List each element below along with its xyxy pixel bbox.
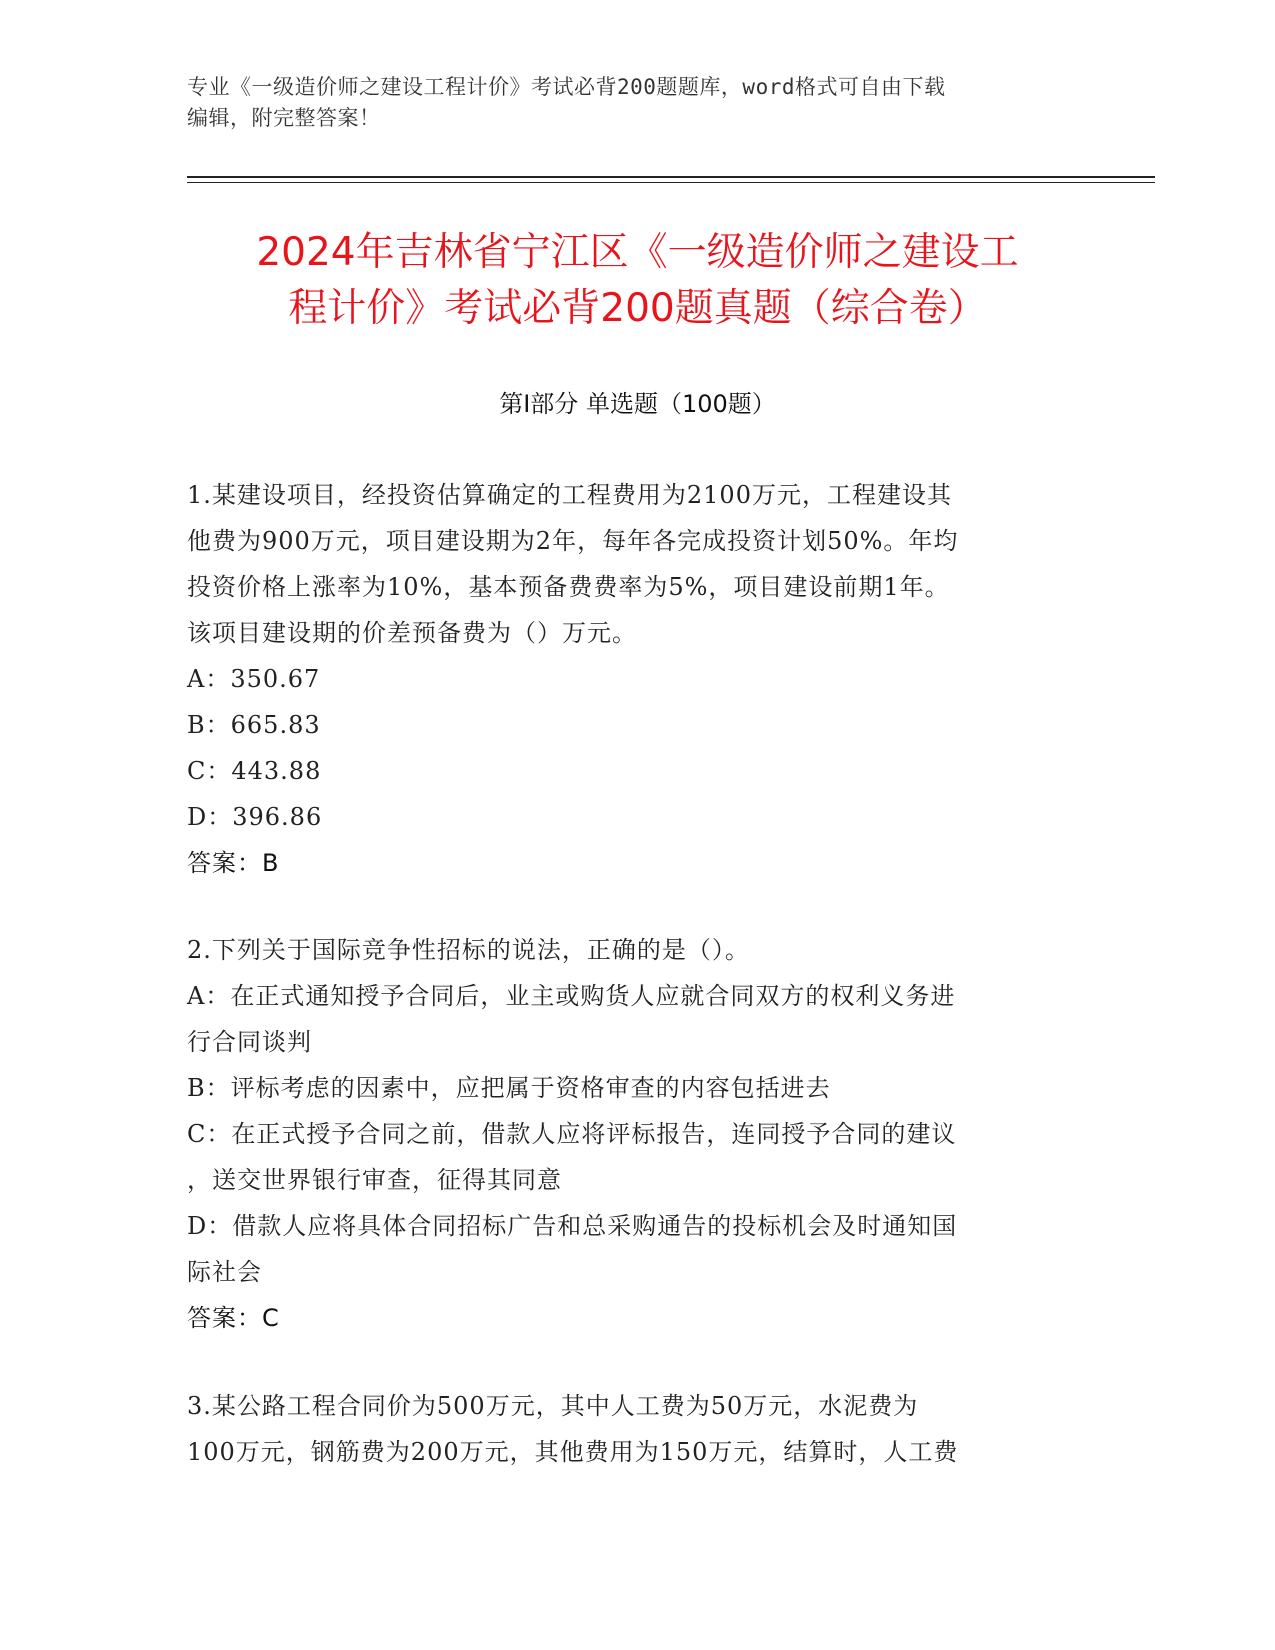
document-title xyxy=(150,225,1125,337)
question-3 xyxy=(187,1383,1087,1475)
option-b: B：评标考虑的因素中，应把属于资格审查的内容包括进去 xyxy=(187,1074,831,1102)
document-title-line-1: 2024年吉林省宁江区《一级造价师之建设工 xyxy=(256,230,1019,275)
question-stem-line: 3.某公路工程合同价为500万元，其中人工费为50万元，水泥费为 xyxy=(187,1392,919,1420)
question-stem-line: 该项目建设期的价差预备费为（）万元。 xyxy=(187,619,637,647)
document-title-line-2: 程计价》考试必背200题真题（综合卷） xyxy=(288,286,987,331)
section-heading: 第I部分 单选题（100题） xyxy=(499,390,776,418)
header-rule-thin xyxy=(187,182,1155,183)
question-stem-line: 100万元，钢筋费为200万元，其他费用为150万元，结算时，人工费 xyxy=(187,1438,959,1466)
option-d-line-1: D：借款人应将具体合同招标广告和总采购通告的投标机会及时通知国 xyxy=(187,1212,958,1240)
question-2 xyxy=(187,927,1087,1341)
question-1 xyxy=(187,472,1087,886)
option-a: A：350.67 xyxy=(187,665,321,693)
header-rule-thick xyxy=(187,176,1155,178)
answer-label: 答案：B xyxy=(187,849,280,877)
header-note xyxy=(187,72,1087,134)
answer-label: 答案：C xyxy=(187,1304,280,1332)
option-c-line-1: C：在正式授予合同之前，借款人应将评标报告，连同授予合同的建议 xyxy=(187,1120,957,1148)
option-d-line-2: 际社会 xyxy=(187,1258,262,1286)
option-a-line-2: 行合同谈判 xyxy=(187,1028,312,1056)
header-note-line-1: 专业《一级造价师之建设工程计价》考试必背200题题库，word格式可自由下载 xyxy=(187,75,946,99)
option-a-line-1: A：在正式通知授予合同后，业主或购货人应就合同双方的权利义务进 xyxy=(187,982,956,1010)
option-c-line-2: ，送交世界银行审查，征得其同意 xyxy=(187,1166,562,1194)
header-note-line-2: 编辑，附完整答案！ xyxy=(187,106,381,130)
question-stem-line: 投资价格上涨率为10%，基本预备费费率为5%，项目建设前期1年。 xyxy=(187,573,950,601)
option-b: B：665.83 xyxy=(187,711,321,739)
option-c: C：443.88 xyxy=(187,757,322,785)
question-stem-line: 他费为900万元，项目建设期为2年，每年各完成投资计划50%。年均 xyxy=(187,527,959,555)
question-stem-line: 1.某建设项目，经投资估算确定的工程费用为2100万元，工程建设其 xyxy=(187,481,952,509)
question-stem-line: 2.下列关于国际竞争性招标的说法，正确的是（）。 xyxy=(187,936,750,964)
option-d: D：396.86 xyxy=(187,803,323,831)
